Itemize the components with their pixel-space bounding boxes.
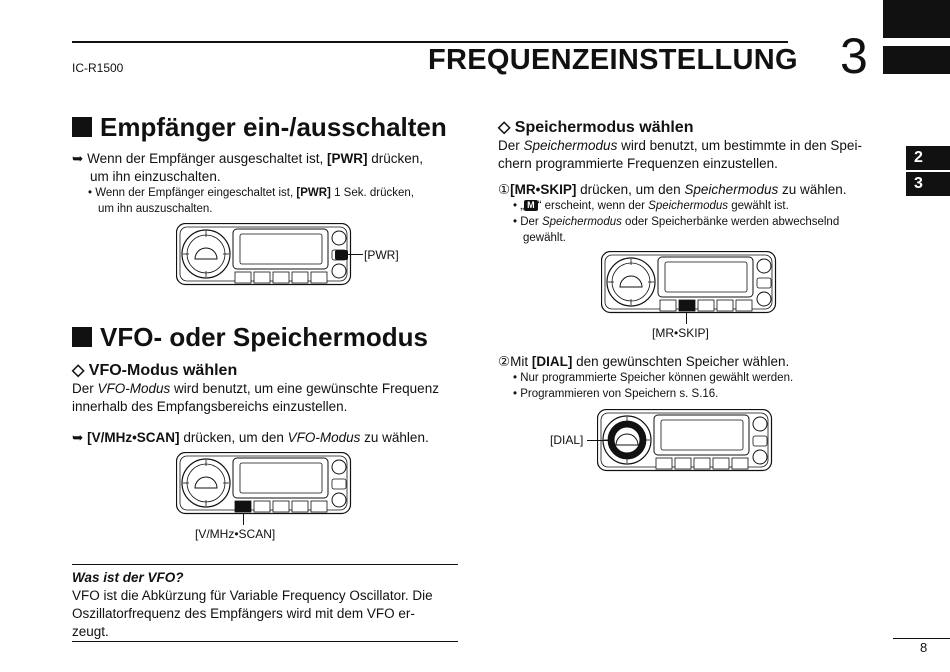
pwr-figure-label: [PWR] bbox=[364, 248, 399, 262]
vfo-step: ➥ [V/MHz•SCAN] drücken, um den VFO-Modus zu wählen. bbox=[72, 430, 429, 445]
memory-step-1-note-a: • „ M “ erscheint, wenn der Speichermodus gewählt ist. bbox=[513, 200, 789, 212]
diamond-icon: ◇ bbox=[72, 362, 85, 379]
note-bottom-rule bbox=[72, 641, 458, 642]
power-off-note: • Wenn der Empfänger eingeschaltet ist, [PWR] 1 Sek. drücken, bbox=[88, 187, 414, 199]
arrow-right-icon: ➥ bbox=[72, 151, 84, 166]
note-line-3: zeugt. bbox=[72, 624, 109, 639]
square-bullet-icon bbox=[72, 327, 92, 347]
power-on-step: ➥ Wenn der Empfänger ausgeschaltet ist, [PWR] drücken, bbox=[72, 151, 423, 166]
memory-step-2: ②Mit [DIAL] den gewünschten Speicher wählen. bbox=[498, 354, 790, 369]
memory-step-2-note-b: • Programmieren von Speichern s. S.16. bbox=[513, 388, 719, 400]
side-tab-3[interactable]: 3 bbox=[906, 172, 950, 196]
power-on-step-line2: um ihn einzuschalten. bbox=[90, 169, 221, 184]
vfo-subheading: ◇ VFO-Modus wählen bbox=[72, 362, 238, 379]
memory-subheading: ◇ Speichermodus wählen bbox=[498, 119, 694, 136]
page-title: FREQUENZEINSTELLUNG bbox=[428, 44, 798, 76]
vfo-scan-figure-label: [V/MHz•SCAN] bbox=[195, 527, 276, 541]
radio-front-panel-figure bbox=[176, 452, 356, 518]
pwr-callout-line bbox=[347, 254, 363, 255]
note-line-2: Oszillatorfrequenz des Empfängers wird mit dem VFO er- bbox=[72, 606, 415, 621]
page-number-rule bbox=[893, 638, 950, 639]
memory-step-1-note-b-line2: gewählt. bbox=[523, 232, 566, 244]
memory-description-line2: chern programmierte Frequenzen einzustellen. bbox=[498, 156, 778, 171]
radio-front-panel-figure bbox=[597, 409, 777, 475]
memory-mode-badge-icon: M bbox=[524, 200, 538, 211]
chapter-tab-bar-bottom bbox=[883, 46, 950, 74]
note-title: Was ist der VFO? bbox=[72, 570, 184, 585]
section-heading-vfo-memory: VFO- oder Speichermodus bbox=[72, 322, 428, 353]
memory-step-1-note-b: • Der Speichermodus oder Speicherbänke werden abwechselnd bbox=[513, 216, 840, 228]
radio-front-panel-figure bbox=[176, 223, 356, 289]
page-number: 8 bbox=[920, 640, 928, 655]
square-bullet-icon bbox=[72, 117, 92, 137]
diamond-icon: ◇ bbox=[498, 119, 511, 136]
vfo-scan-callout-line bbox=[243, 513, 244, 525]
mr-skip-figure-label: [MR•SKIP] bbox=[652, 326, 709, 340]
dial-figure-label: [DIAL] bbox=[550, 433, 584, 447]
dial-callout-line bbox=[587, 440, 609, 441]
vfo-description-line2: innerhalb des Empfangsbereichs einzustellen. bbox=[72, 399, 348, 414]
mr-skip-callout-line bbox=[686, 312, 687, 324]
side-tab-2[interactable]: 2 bbox=[906, 146, 950, 170]
power-off-note-line2: um ihn auszuschalten. bbox=[98, 203, 213, 215]
header-rule bbox=[72, 41, 788, 43]
arrow-right-icon: ➥ bbox=[72, 430, 84, 445]
section-heading-power: Empfänger ein-/ausschalten bbox=[72, 112, 447, 143]
chapter-number: 3 bbox=[840, 28, 868, 84]
memory-step-2-note-a: • Nur programmierte Speicher können gewählt werden. bbox=[513, 372, 794, 384]
memory-description: Der Speichermodus wird benutzt, um bestimmte in den Spei- bbox=[498, 138, 862, 153]
vfo-description: Der VFO-Modus wird benutzt, um eine gewünschte Frequenz bbox=[72, 381, 439, 396]
note-line-1: VFO ist die Abkürzung für Variable Frequency Oscillator. Die bbox=[72, 588, 433, 603]
radio-front-panel-figure bbox=[601, 251, 781, 317]
chapter-tab-bar-top bbox=[883, 0, 950, 38]
memory-step-1: ①[MR•SKIP] drücken, um den Speichermodus zu wählen. bbox=[498, 182, 847, 197]
note-top-rule bbox=[72, 564, 458, 565]
model-name: IC-R1500 bbox=[72, 61, 124, 75]
